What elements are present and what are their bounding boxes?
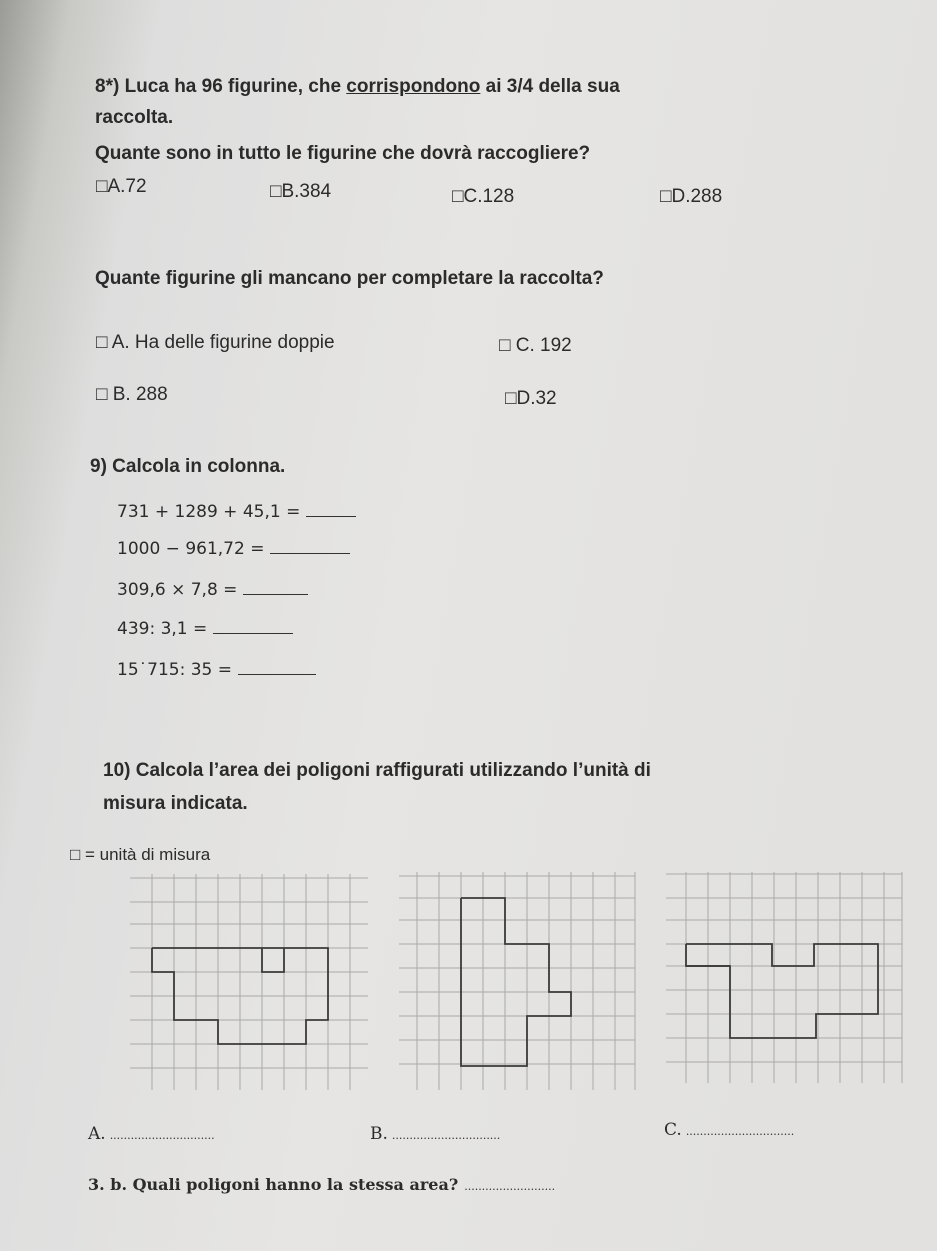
q8b-option-c[interactable]: □ C. 192 (499, 335, 572, 356)
q9-op-4-text: 439: 3,1 = (117, 619, 208, 639)
q9-answer-4[interactable] (213, 615, 293, 634)
q9-answer-5[interactable] (238, 656, 316, 675)
answer-c-dots: ............................... (685, 1125, 795, 1138)
grid-polygon-b (395, 868, 640, 1093)
q9-answer-2[interactable] (270, 535, 350, 554)
q10-unit-label: □ = unità di misura (70, 845, 211, 864)
q8b-option-d[interactable]: □D.32 (505, 388, 557, 409)
q8-option-a[interactable]: □A.72 (96, 176, 147, 197)
q9-op-3 (117, 576, 308, 600)
grid-polygon-c (662, 868, 907, 1083)
followup-question (88, 1175, 555, 1194)
q8b-option-b[interactable]: □ B. 288 (96, 384, 168, 405)
q10-line1: 10) Calcola l’area dei poligoni raffigurati utilizzando l’unità di (103, 760, 651, 781)
q8-option-b[interactable]: □B.384 (270, 181, 332, 202)
polygon-c (686, 944, 878, 1038)
q9-op-4 (117, 615, 293, 639)
q8b-option-a[interactable]: □ A. Ha delle figurine doppie (96, 332, 335, 353)
q9-title: 9) Calcola in colonna. (90, 456, 286, 477)
q10-line2: misura indicata. (103, 793, 248, 814)
answer-b-label: B. (370, 1124, 388, 1144)
q9-op-5-text: 15˙715: 35 = (117, 660, 232, 680)
q8-line2: raccolta. (95, 107, 174, 128)
q8-line1 (95, 76, 620, 98)
q8-option-c[interactable]: □C.128 (452, 186, 515, 207)
q9-answer-3[interactable] (243, 576, 308, 595)
q8-line1-post: ai 3/4 della sua (480, 76, 620, 97)
q8-line1-underlined: corrispondono (346, 76, 481, 97)
answer-b-dots: ............................... (391, 1129, 501, 1142)
followup-text: 3. b. Quali poligoni hanno la stessa area? (88, 1175, 459, 1194)
polygon-b (461, 898, 571, 1066)
q8-line1-pre: 8*) Luca ha 96 figurine, che (95, 76, 347, 97)
answer-c-label: C. (664, 1120, 682, 1140)
answer-a[interactable] (88, 1124, 215, 1144)
q8-question2: Quante figurine gli mancano per completare la raccolta? (95, 268, 604, 289)
q9-op-1-text: 731 + 1289 + 45,1 = (117, 502, 301, 522)
q8-option-d[interactable]: □D.288 (660, 186, 723, 207)
answer-c[interactable] (664, 1120, 794, 1140)
q8-question1: Quante sono in tutto le figurine che dovrà raccogliere? (95, 143, 591, 164)
q9-op-5 (117, 656, 316, 680)
q9-op-1 (117, 498, 356, 522)
q9-op-2 (117, 535, 350, 559)
grid-polygon-a (128, 868, 373, 1098)
answer-b[interactable] (370, 1124, 500, 1144)
q9-answer-1[interactable] (306, 498, 356, 517)
answer-a-label: A. (88, 1124, 106, 1144)
answer-a-dots: .............................. (109, 1129, 215, 1142)
q9-op-2-text: 1000 − 961,72 = (117, 539, 265, 559)
q9-op-3-text: 309,6 × 7,8 = (117, 580, 238, 600)
followup-dots[interactable]: .......................... (464, 1180, 556, 1193)
